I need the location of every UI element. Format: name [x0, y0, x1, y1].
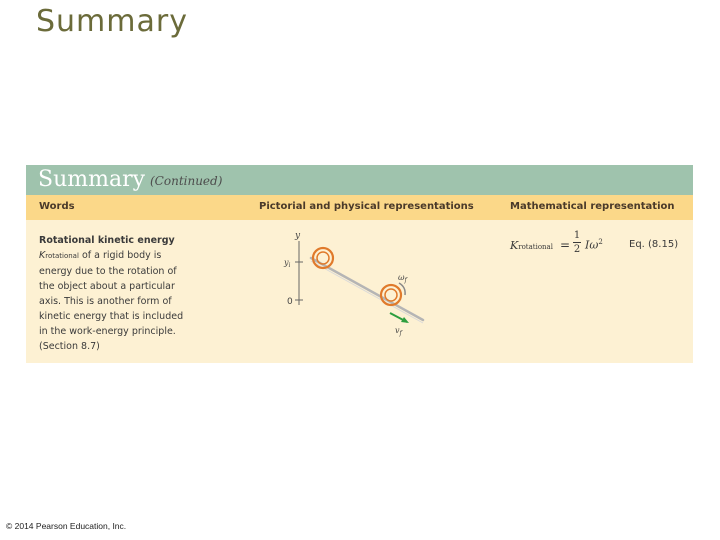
- math-rhs: $I\omega^2$: [585, 238, 603, 252]
- frac-numerator: 1: [573, 230, 581, 241]
- tick-yi-label: $y_i$: [284, 258, 291, 269]
- k-symbol: K: [39, 250, 46, 261]
- column-header-mathematical: Mathematical representation: [510, 201, 675, 212]
- column-header-pictorial: Pictorial and physical representations: [259, 201, 474, 212]
- ramp-highlight: [311, 261, 423, 323]
- column-header-row: [26, 195, 693, 220]
- slide-title: Summary: [36, 4, 188, 39]
- panel-title: Summary: [38, 167, 146, 192]
- panel-header: [26, 165, 693, 195]
- k-subscript: rotational: [45, 252, 79, 260]
- words-description: [39, 233, 189, 354]
- ring-final-inner: [385, 289, 397, 301]
- column-header-words: Words: [39, 201, 75, 212]
- rolling-ring-diagram: [281, 225, 451, 340]
- math-representation: [510, 230, 685, 269]
- omega-label: $\omega_f$: [398, 273, 407, 284]
- equation-reference: Eq. (8.15): [629, 239, 679, 250]
- math-equals: =: [560, 238, 571, 252]
- y-axis-label: y: [295, 231, 301, 241]
- concept-term: Rotational kinetic energy: [39, 235, 175, 246]
- panel-subtitle: (Continued): [150, 174, 223, 188]
- copyright-footer: © 2014 Pearson Education, Inc.: [6, 521, 127, 531]
- concept-description: of a rigid body is energy due to the rotation of the object about a particular axis. This is another form of kinetic energy that is included in the work-energy principle. (Section 8.7): [39, 250, 184, 352]
- math-lhs: Krotational: [510, 239, 553, 252]
- summary-panel: [26, 165, 693, 363]
- velocity-label: $v_f$: [395, 326, 402, 337]
- tick-zero-label: 0: [287, 297, 293, 307]
- velocity-arrowhead: [401, 317, 409, 323]
- ring-initial-inner: [317, 252, 329, 264]
- frac-denominator: 2: [573, 244, 581, 255]
- math-fraction: [572, 229, 582, 256]
